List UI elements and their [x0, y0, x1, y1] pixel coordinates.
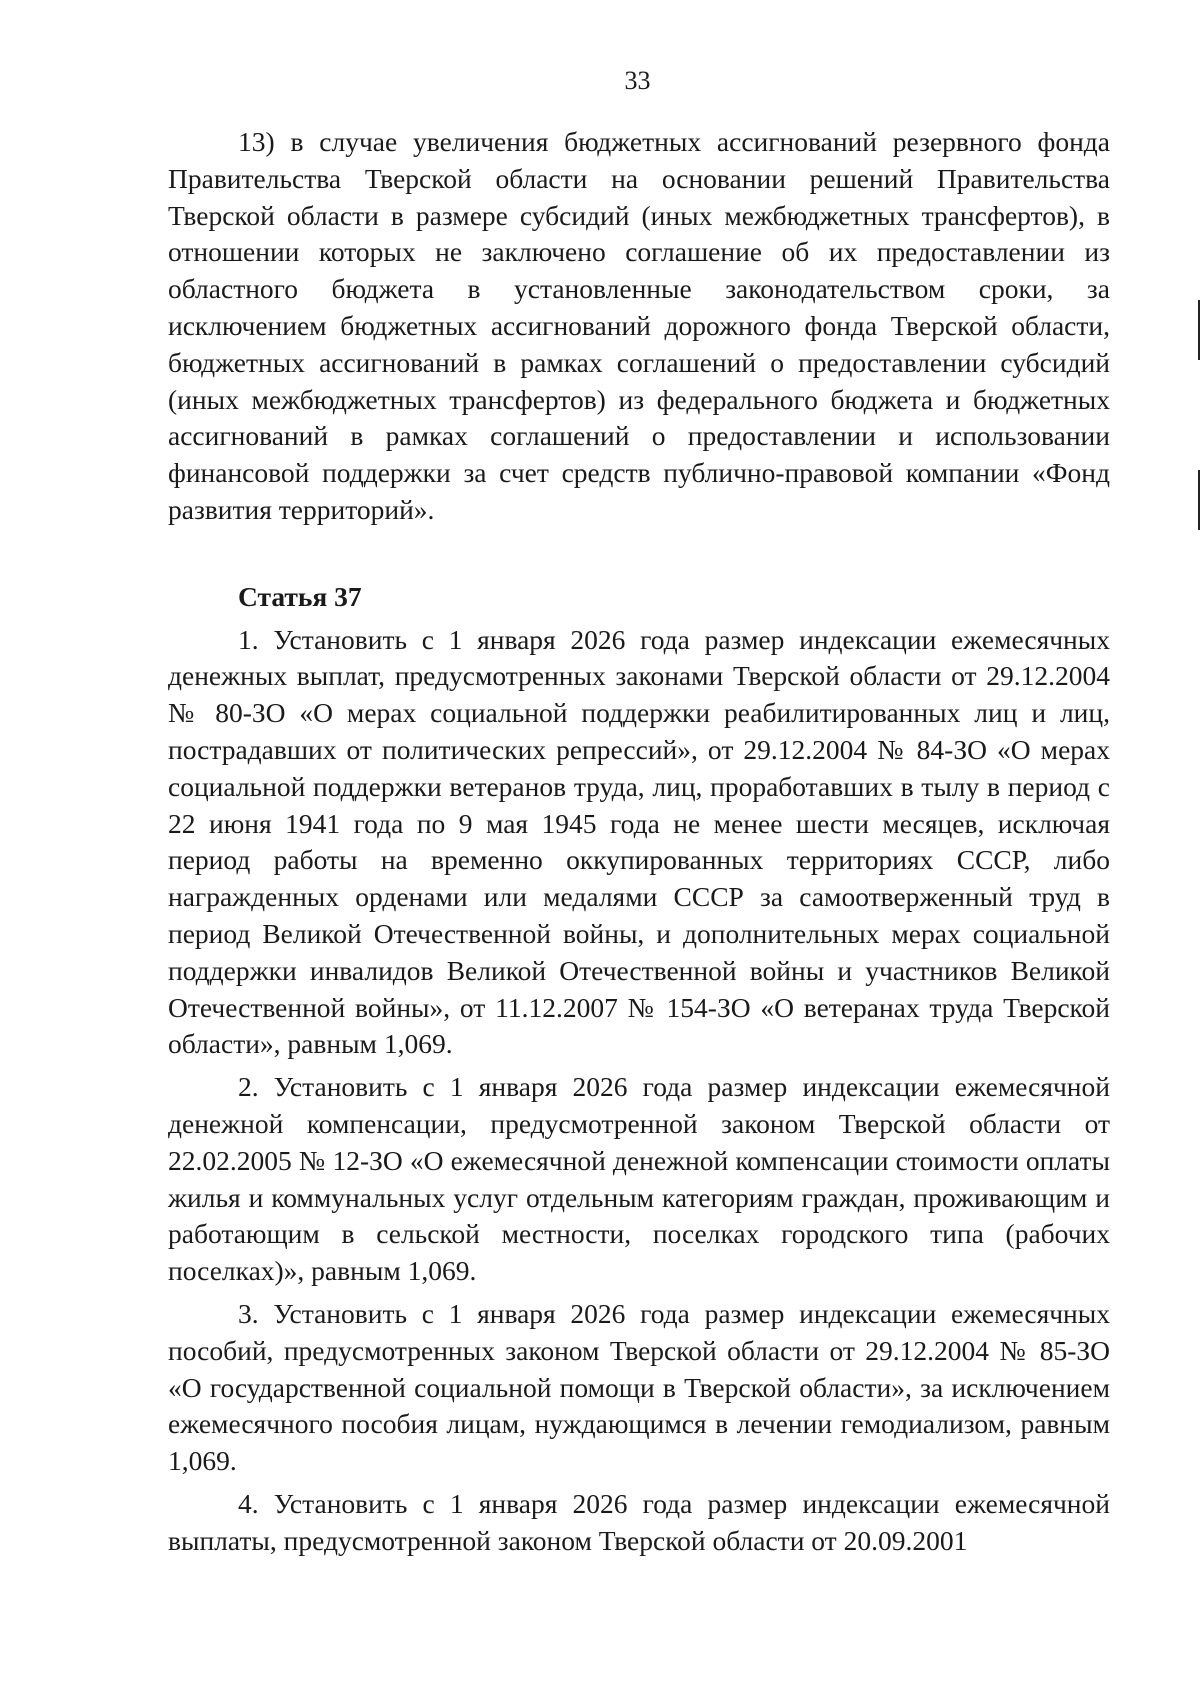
- page-number: 33: [624, 66, 651, 95]
- article-paragraph-2: 2. Установить с 1 января 2026 года размер индексации ежемесячной денежной компенсации, предусмотренной законом Тверской области от 22.02.2005 № 12-ЗО «О ежемесячной денежной компенсации стоимости оплаты жилья и коммунальных услуг отдельным категориям граждан, проживающим и работающим в сельской местности, поселках городского типа (рабочих поселках)», равным 1,069.: [168, 1071, 1110, 1287]
- article-heading: Статья 37: [238, 580, 362, 612]
- paragraph-item-13: 13) в случае увеличения бюджетных ассигнований резервного фонда Правительства Тверской области на основании решений Правительства Тверской области в размере субсидий (иных межбюджетных трансфертов), в отношении которых не заключено соглашение об их предоставлении из областного бюджета в установленные законодательством сроки, за исключением бюджетных ассигнований дорожного фонда Тверской области, бюджетных ассигнований в рамках соглашений о предоставлении субсидий (иных межбюджетных трансфертов) из федерального бюджета и бюджетных ассигнований в рамках соглашений о предоставлении и использовании финансовой поддержки за счет средств публично-правовой компании «Фонд развития территорий».: [168, 126, 1110, 525]
- article-paragraph-4: 4. Установить с 1 января 2026 года размер индексации ежемесячной выплаты, предусмотренной законом Тверской области от 20.09.2001: [168, 1487, 1110, 1556]
- article-paragraph-1: 1. Установить с 1 января 2026 года размер индексации ежемесячных денежных выплат, предусмотренных законами Тверской области от 29.12.2004 № 80-ЗО «О мерах социальной поддержки реабилитированных лиц и лиц, пострадавших от политических репрессий», от 29.12.2004 № 84-ЗО «О мерах социальной поддержки ветеранов труда, лиц, проработавших в тылу в период с 22 июня 1941 года по 9 мая 1945 года не менее шести месяцев, исключая период работы на временно оккупированных территориях СССР, либо награжденных орденами или медалями СССР за самоотверженный труд в период Великой Отечественной войны, и дополнительных мерах социальной поддержки инвалидов Великой Отечественной войны и участников Великой Отечественной войны», от 11.12.2007 № 154-ЗО «О ветеранах труда Тверской области», равным 1,069.: [168, 623, 1110, 1060]
- document-body: [168, 124, 1110, 1565]
- article-paragraph-3: 3. Установить с 1 января 2026 года размер индексации ежемесячных пособий, предусмотренных законом Тверской области от 29.12.2004 № 85-ЗО «О государственной социальной помощи в Тверской области», за исключением ежемесячного пособия лицам, нуждающимся в лечении гемодиализом, равным 1,069.: [168, 1297, 1110, 1477]
